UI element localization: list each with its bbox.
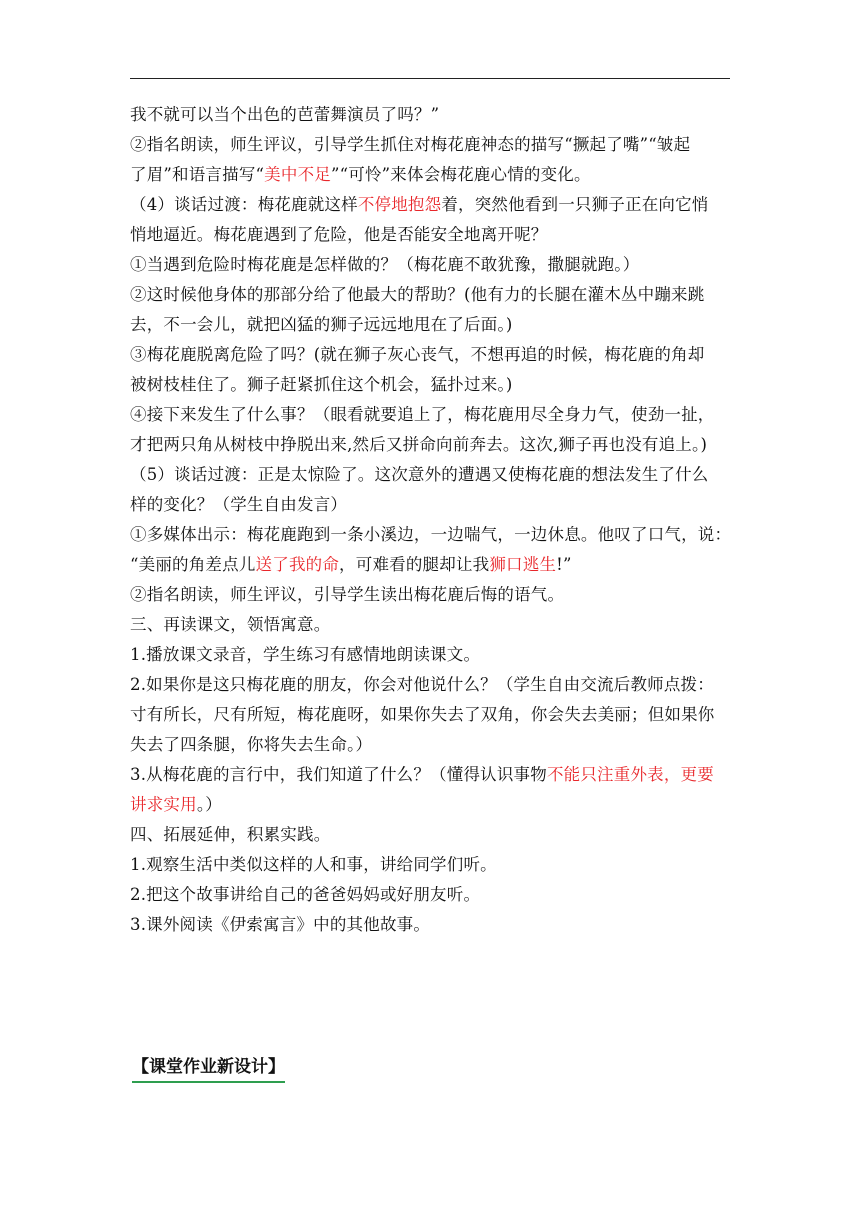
text-line (130, 430, 732, 460)
text-line (130, 820, 732, 850)
body-text: 三、再读课文，领悟寓意。 (130, 615, 331, 634)
text-line (130, 760, 732, 790)
emphasis-text: 不停地抱怨 (357, 195, 442, 214)
text-line (130, 580, 732, 610)
body-text: ②这时候他身体的那部分给了他最大的帮助？(他有力的长腿在灌木丛中蹦来跳 (130, 285, 705, 304)
emphasis-text: 美中不足 (264, 165, 331, 184)
body-text: 1.观察生活中类似这样的人和事，讲给同学们听。 (130, 855, 497, 874)
body-text: 3.课外阅读《伊索寓言》中的其他故事。 (130, 915, 431, 934)
emphasis-text: 狮口逃生 (489, 555, 557, 574)
text-line (130, 130, 732, 160)
emphasis-text: 不能只注重外表，更要 (546, 765, 714, 784)
text-line (130, 670, 732, 700)
body-text: 3.从梅花鹿的言行中，我们知道了什么？（懂得认识事物 (130, 765, 547, 784)
text-line (130, 730, 732, 760)
emphasis-text: 讲求实用 (130, 795, 197, 814)
body-text: 我不就可以当个出色的芭蕾舞演员了吗？” (130, 105, 440, 124)
text-line (130, 610, 732, 640)
body-text: ①当遇到危险时梅花鹿是怎样做的？（梅花鹿不敢犹豫，撒腿就跑。） (130, 255, 640, 274)
body-text: !” (556, 555, 572, 574)
body-text: 寸有所长，尺有所短，梅花鹿呀，如果你失去了双角，你会失去美丽；但如果你 (130, 705, 715, 724)
body-text: 悄地逼近。梅花鹿遇到了危险，他是否能安全地离开呢？ (130, 225, 548, 244)
body-text: ”“可怜”来体会梅花鹿心情的变化。 (330, 165, 591, 184)
text-line (130, 340, 732, 370)
body-text: “美丽的角差点儿 (130, 555, 256, 574)
body-text: （5）谈话过渡：正是太惊险了。这次意外的遭遇又使梅花鹿的想法发生了什么 (130, 465, 709, 484)
body-text: ①多媒体出示：梅花鹿跑到一条小溪边，一边喘气，一边休息。他叹了口气，说： (130, 525, 732, 544)
text-line (130, 220, 732, 250)
body-text: ②指名朗读，师生评议，引导学生抓住对梅花鹿神态的描写“撅起了嘴”“皱起 (130, 135, 691, 154)
body-text: 四、拓展延伸，积累实践。 (130, 825, 331, 844)
body-text: ，可难看的腿却让我 (339, 555, 490, 574)
text-line (130, 370, 732, 400)
header-rule (130, 78, 730, 79)
body-text: 样的变化？（学生自由发言） (130, 495, 348, 514)
body-text: 。） (196, 795, 222, 814)
text-line (130, 640, 732, 670)
body-text: 失去了四条腿，你将失去生命。） (130, 735, 373, 754)
text-line (130, 250, 732, 280)
text-line (130, 700, 732, 730)
text-line (130, 100, 732, 130)
body-text: 被树枝桂住了。狮子赶紧抓住这个机会，猛扑过来。) (130, 375, 513, 394)
section-heading: 【课堂作业新设计】 (132, 1054, 285, 1083)
body-text: 了眉”和语言描写“ (130, 165, 265, 184)
text-line (130, 790, 732, 820)
text-line (130, 490, 732, 520)
body-text: 才把两只角从树枝中挣脱出来,然后又拼命向前奔去。这次,狮子再也没有追上。) (130, 435, 708, 454)
text-line (130, 190, 732, 220)
text-line (130, 910, 732, 940)
text-line (130, 160, 732, 190)
emphasis-text: 送了我的命 (255, 555, 340, 574)
document-body (130, 100, 732, 940)
text-line (130, 310, 732, 340)
text-line (130, 880, 732, 910)
section-heading-wrap (132, 1054, 285, 1083)
text-line (130, 550, 732, 580)
text-line (130, 460, 732, 490)
text-line (130, 280, 732, 310)
body-text: 2.把这个故事讲给自己的爸爸妈妈或好朋友听。 (130, 885, 481, 904)
body-text: （4）谈话过渡：梅花鹿就这样 (130, 195, 358, 214)
text-line (130, 850, 732, 880)
body-text: ②指名朗读，师生评议，引导学生读出梅花鹿后悔的语气。 (130, 585, 565, 604)
text-line (130, 520, 732, 550)
body-text: 去，不一会儿，就把凶猛的狮子远远地甩在了后面。) (130, 315, 513, 334)
body-text: 1.播放课文录音，学生练习有感情地朗读课文。 (130, 645, 481, 664)
body-text: 着，突然他看到一只狮子正在向它悄 (441, 195, 709, 214)
body-text: ④接下来发生了什么事？（眼看就要追上了，梅花鹿用尽全身力气，使劲一扯， (130, 405, 715, 424)
body-text: ③梅花鹿脱离危险了吗？(就在狮子灰心丧气，不想再追的时候，梅花鹿的角却 (130, 345, 705, 364)
body-text: 2.如果你是这只梅花鹿的朋友，你会对他说什么？（学生自由交流后教师点拨： (130, 675, 714, 694)
text-line (130, 400, 732, 430)
